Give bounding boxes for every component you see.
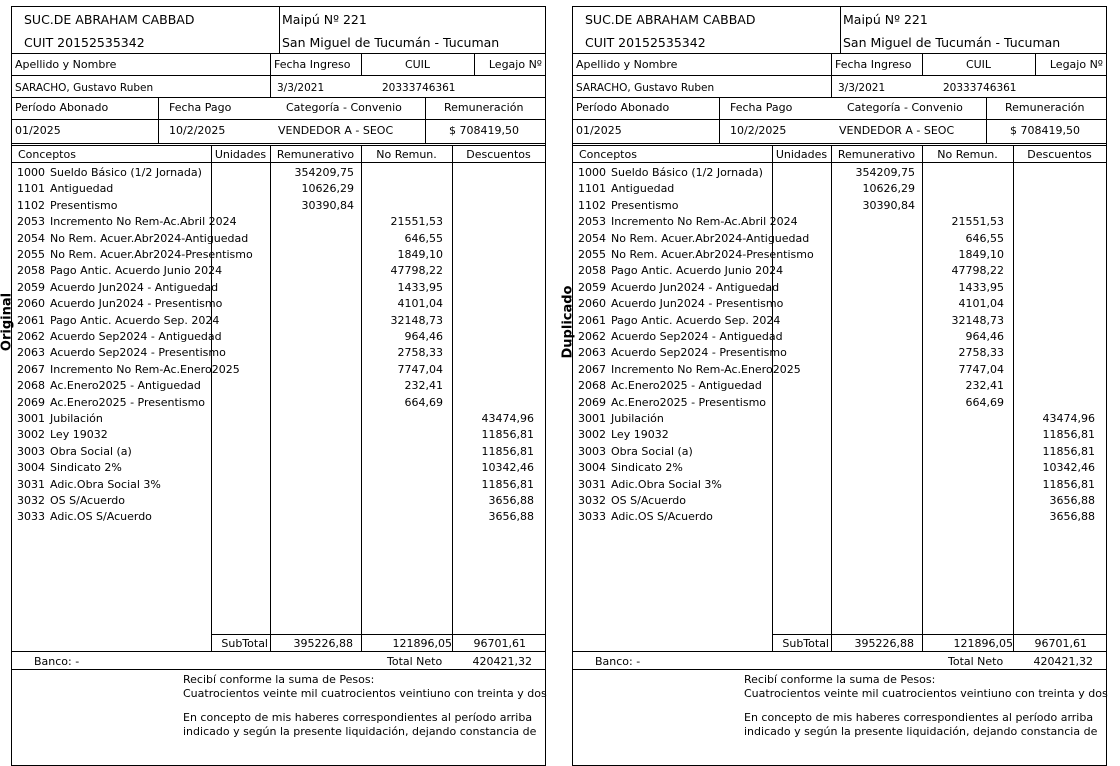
employee-name: SARACHO, Gustavo Ruben <box>576 82 715 94</box>
concept-name: No Rem. Acuer.Abr2024-Presentismo <box>611 248 814 261</box>
concept-code: 2067 <box>17 362 45 376</box>
concept-code: 2063 <box>17 346 45 360</box>
salary-value: $ 708419,50 <box>449 124 519 137</box>
concept-non-remunerative: 1433,95 <box>397 280 443 294</box>
concept-name: Jubilación <box>50 412 103 425</box>
concept-non-remunerative: 21551,53 <box>951 215 1004 229</box>
concept-name: Obra Social (a) <box>50 444 132 458</box>
concept-code: 2054 <box>578 231 606 245</box>
concept-code: 2069 <box>17 395 45 409</box>
concept-non-remunerative: 964,46 <box>965 330 1004 343</box>
concept-code: 2053 <box>17 215 45 229</box>
company-city: San Miguel de Tucumán - Tucuman <box>282 35 500 50</box>
subtotal-non-remunerative: 121896,05 <box>953 637 1013 650</box>
concept-code: 2069 <box>578 395 606 409</box>
label-salary: Remuneración <box>444 101 524 114</box>
concept-name: Adic.OS S/Acuerdo <box>611 510 713 524</box>
concept-code: 2061 <box>578 313 606 327</box>
concept-deduction: 43474,96 <box>481 412 534 425</box>
employee-cuil: 20333746361 <box>943 82 1017 94</box>
subtotal-remunerative: 395226,88 <box>854 637 914 650</box>
concept-code: 1101 <box>578 182 606 196</box>
subtotal-deductions: 96701,61 <box>1034 637 1087 650</box>
concept-code: 1101 <box>17 182 45 196</box>
concept-code: 2063 <box>578 346 606 360</box>
label-category: Categoría - Convenio <box>286 101 402 114</box>
payslip <box>0 6 547 766</box>
label-period: Período Abonado <box>15 101 109 114</box>
concept-name: No Rem. Acuer.Abr2024-Presentismo <box>50 248 253 261</box>
pay-date-value: 10/2/2025 <box>169 124 226 137</box>
header-non-remunerative: No Remun. <box>937 148 998 161</box>
concept-deduction: 11856,81 <box>481 444 534 458</box>
concept-name: Pago Antic. Acuerdo Junio 2024 <box>611 264 784 278</box>
concept-name: Acuerdo Sep2024 - Presentismo <box>50 346 226 360</box>
concept-code: 3004 <box>578 461 606 475</box>
concept-code: 3004 <box>17 461 45 475</box>
label-pay-date: Fecha Pago <box>169 101 232 114</box>
concept-non-remunerative: 646,55 <box>965 231 1004 245</box>
header-remunerative: Remunerativo <box>276 148 355 161</box>
concept-name: Jubilación <box>611 412 664 425</box>
concept-code: 2061 <box>17 313 45 327</box>
concept-remunerative: 10626,29 <box>862 182 915 196</box>
concept-non-remunerative: 1849,10 <box>958 248 1004 261</box>
concept-name: Pago Antic. Acuerdo Junio 2024 <box>50 264 223 278</box>
concept-code: 2059 <box>17 280 45 294</box>
concept-name: Ley 19032 <box>611 428 669 442</box>
concept-deduction: 11856,81 <box>481 428 534 442</box>
concept-non-remunerative: 7747,04 <box>397 362 443 376</box>
subtotal-non-remunerative: 121896,05 <box>392 637 452 650</box>
company-address: Maipú Nº 221 <box>843 12 928 27</box>
concept-code: 1102 <box>578 198 606 212</box>
concept-deduction: 11856,81 <box>1042 444 1095 458</box>
concept-name: Incremento No Rem-Ac.Enero2025 <box>611 362 801 376</box>
concept-name: Adic.Obra Social 3% <box>611 477 722 491</box>
concept-code: 3001 <box>17 412 45 425</box>
concept-code: 3031 <box>578 477 606 491</box>
concept-code: 3033 <box>17 510 45 524</box>
label-start-date: Fecha Ingreso <box>274 58 351 71</box>
concept-name: Incremento No Rem-Ac.Abril 2024 <box>50 215 237 229</box>
company-cuit: CUIT 20152535342 <box>24 35 145 50</box>
company-city: San Miguel de Tucumán - Tucuman <box>843 35 1061 50</box>
concept-name: No Rem. Acuer.Abr2024-Antiguedad <box>611 231 810 245</box>
category-value: VENDEDOR A - SEOC <box>839 124 955 137</box>
concept-non-remunerative: 47798,22 <box>390 264 443 278</box>
header-remunerative: Remunerativo <box>837 148 916 161</box>
concept-name: OS S/Acuerdo <box>50 494 125 507</box>
concept-non-remunerative: 232,41 <box>404 379 443 393</box>
concept-deduction: 3656,88 <box>1049 510 1095 524</box>
period-value: 01/2025 <box>576 124 622 137</box>
concept-name: Obra Social (a) <box>611 444 693 458</box>
employee-start-date: 3/3/2021 <box>838 82 886 94</box>
concept-name: Ac.Enero2025 - Antiguedad <box>50 379 201 393</box>
concept-code: 3003 <box>17 444 45 458</box>
concept-non-remunerative: 964,46 <box>404 330 443 343</box>
concept-code: 2055 <box>578 248 606 261</box>
label-legajo: Legajo Nº <box>488 58 542 71</box>
concept-name: Adic.OS S/Acuerdo <box>50 510 152 524</box>
concept-code: 2059 <box>578 280 606 294</box>
concept-name: Sueldo Básico (1/2 Jornada) <box>611 166 763 179</box>
concept-code: 3033 <box>578 510 606 524</box>
concept-code: 3031 <box>17 477 45 491</box>
concept-code: 3002 <box>578 428 606 442</box>
concept-code: 3003 <box>578 444 606 458</box>
concept-name: Sindicato 2% <box>50 461 122 475</box>
subtotal-label: SubTotal <box>221 637 268 650</box>
concept-name: Antiguedad <box>611 182 675 196</box>
concept-name: Acuerdo Sep2024 - Antiguedad <box>611 330 783 343</box>
label-cuil: CUIL <box>965 58 992 71</box>
employee-name: SARACHO, Gustavo Ruben <box>15 82 154 94</box>
concept-code: 1000 <box>17 166 45 179</box>
header-deductions: Descuentos <box>466 148 531 161</box>
concept-code: 2054 <box>17 231 45 245</box>
header-units: Unidades <box>214 148 267 161</box>
concept-deduction: 3656,88 <box>488 494 534 507</box>
concept-non-remunerative: 4101,04 <box>397 297 443 311</box>
concept-remunerative: 30390,84 <box>301 198 354 212</box>
employee-start-date: 3/3/2021 <box>277 82 325 94</box>
concept-name: Adic.Obra Social 3% <box>50 477 161 491</box>
concept-text: En concepto de mis haberes correspondientes al período arriba <box>744 711 1094 724</box>
concept-non-remunerative: 21551,53 <box>390 215 443 229</box>
company-cuit: CUIT 20152535342 <box>585 35 706 50</box>
concept-name: Acuerdo Sep2024 - Presentismo <box>611 346 787 360</box>
concept-deduction: 3656,88 <box>488 510 534 524</box>
concept-name: Antiguedad <box>50 182 114 196</box>
concept-name: No Rem. Acuer.Abr2024-Antiguedad <box>50 231 249 245</box>
category-value: VENDEDOR A - SEOC <box>278 124 394 137</box>
concept-deduction: 10342,46 <box>481 461 534 475</box>
bank-label: Banco: - <box>595 655 641 668</box>
net-label: Total Neto <box>387 655 443 668</box>
concept-remunerative: 30390,84 <box>862 198 915 212</box>
concept-name: Ac.Enero2025 - Presentismo <box>50 395 206 409</box>
concept-code: 2058 <box>17 264 45 278</box>
label-name: Apellido y Nombre <box>15 58 117 71</box>
concept-name: OS S/Acuerdo <box>611 494 686 507</box>
concept-code: 2060 <box>17 297 45 311</box>
concept-deduction: 43474,96 <box>1042 412 1095 425</box>
concept-code: 1102 <box>17 198 45 212</box>
employee-cuil: 20333746361 <box>382 82 456 94</box>
concept-non-remunerative: 7747,04 <box>958 362 1004 376</box>
concept-code: 2068 <box>578 379 606 393</box>
concept-deduction: 3656,88 <box>1049 494 1095 507</box>
copy-label <box>0 277 16 367</box>
concept-text: En concepto de mis haberes correspondientes al período arriba <box>183 711 533 724</box>
concept-code: 3002 <box>17 428 45 442</box>
concept-deduction: 11856,81 <box>1042 428 1095 442</box>
label-start-date: Fecha Ingreso <box>835 58 912 71</box>
concept-code: 1000 <box>578 166 606 179</box>
concept-code: 2055 <box>17 248 45 261</box>
concept-deduction: 11856,81 <box>1042 477 1095 491</box>
subtotal-label: SubTotal <box>782 637 829 650</box>
concept-non-remunerative: 1849,10 <box>397 248 443 261</box>
concept-name: Acuerdo Sep2024 - Antiguedad <box>50 330 222 343</box>
concept-non-remunerative: 4101,04 <box>958 297 1004 311</box>
copy-label <box>559 277 577 367</box>
concept-non-remunerative: 32148,73 <box>951 313 1004 327</box>
concept-code: 3001 <box>578 412 606 425</box>
subtotal-remunerative: 395226,88 <box>293 637 353 650</box>
concept-name: Pago Antic. Acuerdo Sep. 2024 <box>50 313 220 327</box>
label-pay-date: Fecha Pago <box>730 101 793 114</box>
concept-non-remunerative: 47798,22 <box>951 264 1004 278</box>
concept-name: Presentismo <box>50 198 118 212</box>
concept-name: Pago Antic. Acuerdo Sep. 2024 <box>611 313 781 327</box>
concept-code: 3032 <box>578 494 606 507</box>
concept-code: 2067 <box>578 362 606 376</box>
header-concepts: Conceptos <box>18 148 76 161</box>
concept-remunerative: 354209,75 <box>294 166 354 179</box>
concept-name: Acuerdo Jun2024 - Presentismo <box>50 297 223 311</box>
bank-label: Banco: - <box>34 655 80 668</box>
copy-label-text: Original <box>0 292 15 352</box>
concept-code: 2062 <box>17 330 45 343</box>
concept-deduction: 11856,81 <box>481 477 534 491</box>
concept-non-remunerative: 2758,33 <box>397 346 443 360</box>
subtotal-deductions: 96701,61 <box>473 637 526 650</box>
concept-code: 2058 <box>578 264 606 278</box>
net-total: 420421,32 <box>1033 655 1093 668</box>
pay-date-value: 10/2/2025 <box>730 124 787 137</box>
net-total: 420421,32 <box>472 655 532 668</box>
concept-name: Acuerdo Jun2024 - Antiguedad <box>50 280 219 294</box>
concept-name: Ac.Enero2025 - Presentismo <box>611 395 767 409</box>
label-legajo: Legajo Nº <box>1049 58 1103 71</box>
label-cuil: CUIL <box>404 58 431 71</box>
concept-non-remunerative: 664,69 <box>404 395 443 409</box>
payslip <box>560 6 1108 766</box>
concept-non-remunerative: 232,41 <box>965 379 1004 393</box>
amount-in-words: Cuatrocientos veinte mil cuatrocientos veintiuno con treinta y dos <box>183 687 547 700</box>
net-label: Total Neto <box>948 655 1004 668</box>
concept-remunerative: 10626,29 <box>301 182 354 196</box>
company-address: Maipú Nº 221 <box>282 12 367 27</box>
salary-value: $ 708419,50 <box>1010 124 1080 137</box>
concept-name: Incremento No Rem-Ac.Enero2025 <box>50 362 240 376</box>
amount-in-words: Cuatrocientos veinte mil cuatrocientos veintiuno con treinta y dos <box>744 687 1108 700</box>
label-salary: Remuneración <box>1005 101 1085 114</box>
concept-name: Acuerdo Jun2024 - Antiguedad <box>611 280 780 294</box>
concept-code: 2053 <box>578 215 606 229</box>
concept-deduction: 10342,46 <box>1042 461 1095 475</box>
concept-text-2: indicado y según la presente liquidación, dejando constancia de <box>744 725 1098 738</box>
label-name: Apellido y Nombre <box>576 58 678 71</box>
concept-code: 2060 <box>578 297 606 311</box>
concept-code: 2068 <box>17 379 45 393</box>
header-concepts: Conceptos <box>579 148 637 161</box>
received-text: Recibí conforme la suma de Pesos: <box>744 673 936 686</box>
received-text: Recibí conforme la suma de Pesos: <box>183 673 375 686</box>
company-name: SUC.DE ABRAHAM CABBAD <box>585 12 756 27</box>
concept-name: Sindicato 2% <box>611 461 683 475</box>
concept-non-remunerative: 1433,95 <box>958 280 1004 294</box>
period-value: 01/2025 <box>15 124 61 137</box>
concept-name: Ac.Enero2025 - Antiguedad <box>611 379 762 393</box>
concept-name: Incremento No Rem-Ac.Abril 2024 <box>611 215 798 229</box>
concept-code: 2062 <box>578 330 606 343</box>
concept-name: Presentismo <box>611 198 679 212</box>
company-name: SUC.DE ABRAHAM CABBAD <box>24 12 195 27</box>
header-non-remunerative: No Remun. <box>376 148 437 161</box>
concept-code: 3032 <box>17 494 45 507</box>
concept-non-remunerative: 646,55 <box>404 231 443 245</box>
header-units: Unidades <box>775 148 828 161</box>
concept-remunerative: 354209,75 <box>855 166 915 179</box>
concept-text-2: indicado y según la presente liquidación, dejando constancia de <box>183 725 537 738</box>
concept-name: Ley 19032 <box>50 428 108 442</box>
header-deductions: Descuentos <box>1027 148 1092 161</box>
label-category: Categoría - Convenio <box>847 101 963 114</box>
concept-non-remunerative: 664,69 <box>965 395 1004 409</box>
label-period: Período Abonado <box>576 101 670 114</box>
copy-label-text: Duplicado <box>560 285 576 359</box>
concept-non-remunerative: 32148,73 <box>390 313 443 327</box>
concept-name: Sueldo Básico (1/2 Jornada) <box>50 166 202 179</box>
concept-name: Acuerdo Jun2024 - Presentismo <box>611 297 784 311</box>
concept-non-remunerative: 2758,33 <box>958 346 1004 360</box>
